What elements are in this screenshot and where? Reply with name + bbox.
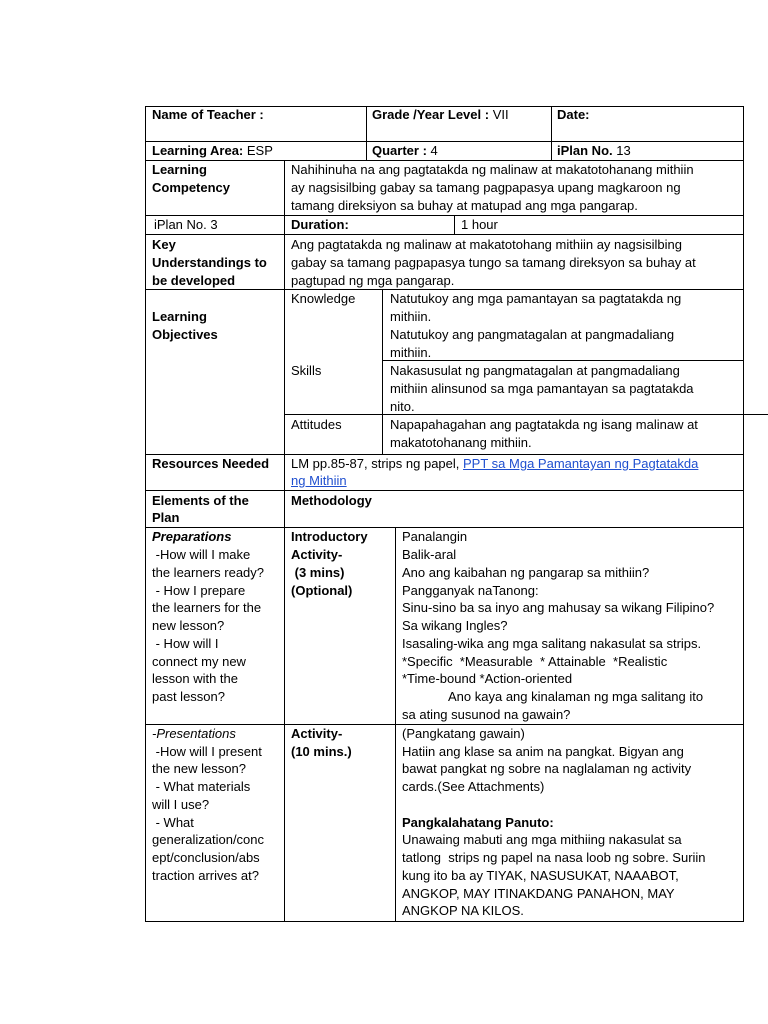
knowledge-text: Natutukoy ang pangmatagalan at pangmadaliang: [390, 327, 675, 342]
rule: [145, 234, 744, 235]
key-understandings-label: Key: [152, 237, 176, 252]
rule: [145, 106, 146, 922]
elements-label: Plan: [152, 510, 180, 525]
objectives-label: Learning: [152, 309, 207, 324]
competency-text: tamang direksiyon sa buhay at matupad ang mga pangarap.: [291, 198, 638, 213]
iplan-row-label: iPlan No. 3: [154, 217, 218, 232]
presentations-question: -How will I present: [152, 744, 262, 759]
rule: [395, 527, 396, 922]
intro-activity-text: Balik-aral: [402, 547, 457, 562]
presentations-heading: -Presentations: [152, 726, 236, 741]
activity-text: Hatiin ang klase sa anim na pangkat. Bigyan ang: [402, 744, 684, 759]
intro-activity-label: Introductory: [291, 529, 368, 544]
ppt-link-continued[interactable]: ng Mithiin: [291, 473, 347, 488]
resources-label: Resources Needed: [152, 456, 270, 471]
rule: [743, 106, 744, 922]
intro-activity-text: Panalangin: [402, 529, 468, 544]
quarter-label: Quarter :: [372, 143, 427, 158]
methodology-label: Methodology: [291, 493, 372, 508]
learning-area-value: ESP: [246, 143, 273, 158]
attitudes-text: Napapahagahan ang pagtatakda ng isang malinaw at: [390, 417, 698, 432]
activity-text: bawat pangkat ng sobre na naglalaman ng activity: [402, 761, 692, 776]
preparations-question: lesson with the: [152, 671, 238, 686]
key-understandings-text: Ang pagtatakda ng malinaw at makatotohang mithiin ay nagsisilbing: [291, 237, 682, 252]
duration-value: 1 hour: [461, 217, 498, 232]
attitudes-text: makatotohanang mithiin.: [390, 435, 532, 450]
intro-activity-text: *Specific *Measurable * Attainable *Realistic: [402, 654, 668, 669]
preparations-question: connect my new: [152, 654, 246, 669]
key-understandings-label: Understandings to: [152, 255, 267, 270]
intro-activity-text: Ano kaya ang kinalaman ng mga salitang ito: [448, 689, 704, 704]
preparations-question: -How will I make: [152, 547, 251, 562]
key-understandings-text: gabay sa tamang pagpapasya tungo sa tamang direksyon sa buhay at: [291, 255, 696, 270]
presentations-question: - What: [152, 815, 194, 830]
grade-field: [372, 106, 509, 124]
intro-activity-label: Activity-: [291, 547, 343, 562]
activity-text: tatlong strips ng papel na nasa loob ng sobre. Suriin: [402, 850, 706, 865]
attitudes-label: Attitudes: [291, 417, 342, 432]
name-of-teacher-label: Name of Teacher :: [152, 107, 264, 122]
intro-activity-duration: (3 mins): [291, 565, 345, 580]
preparations-question: - How I prepare: [152, 583, 246, 598]
presentations-question: the new lesson?: [152, 761, 246, 776]
key-understandings-label: be developed: [152, 273, 236, 288]
preparations-question: past lesson?: [152, 689, 225, 704]
resources-text: LM pp.85-87, strips ng papel,: [291, 456, 460, 471]
rule: [284, 160, 285, 922]
date-label: Date:: [557, 107, 590, 122]
preparations-question: the learners ready?: [152, 565, 265, 580]
ppt-link[interactable]: PPT sa Mga Pamantayan ng Pagtatakda: [463, 456, 699, 471]
knowledge-text: Natutukoy ang mga pamantayan sa pagtatakda ng: [390, 291, 682, 306]
competency-text: Nahihinuha na ang pagtatakda ng malinaw at makatotohanang mithiin: [291, 162, 694, 177]
key-understandings-text: pagtupad ng mga pangarap.: [291, 273, 455, 288]
competency-text: ay nagsisilbing gabay sa tamang pagpapasya upang magkaroon ng: [291, 180, 681, 195]
iplan-field: [557, 142, 631, 160]
learning-area-label: Learning Area:: [152, 143, 244, 158]
preparations-heading: Preparations: [152, 529, 232, 544]
knowledge-label: Knowledge: [291, 291, 356, 306]
elements-label: Elements of the: [152, 493, 249, 508]
presentations-question: ept/conclusion/abs: [152, 850, 260, 865]
rule: [551, 106, 552, 160]
duration-label: Duration:: [291, 217, 349, 232]
preparations-question: the learners for the: [152, 600, 262, 615]
grade-label: Grade /Year Level :: [372, 107, 490, 122]
learning-area-field: [152, 142, 273, 160]
intro-activity-text: sa ating susunod na gawain?: [402, 707, 571, 722]
resources-line: [291, 455, 698, 473]
skills-label: Skills: [291, 363, 322, 378]
quarter-value: 4: [430, 143, 438, 158]
activity-text: ANGKOP, MAY ITINAKDANG PANAHON, MAY: [402, 886, 675, 901]
grade-value: VII: [492, 107, 509, 122]
presentations-question: generalization/conc: [152, 832, 265, 847]
activity-text: cards.(See Attachments): [402, 779, 545, 794]
preparations-question: - How will I: [152, 636, 219, 651]
quarter-field: [372, 142, 438, 160]
activity-text: (Pangkatang gawain): [402, 726, 525, 741]
rule: [145, 490, 744, 491]
competency-label: Competency: [152, 180, 231, 195]
iplan-value: 13: [616, 143, 631, 158]
rule: [366, 106, 367, 160]
intro-activity-optional: (Optional): [291, 583, 353, 598]
rule: [145, 215, 744, 216]
activity-text: kung ito ba ay TIYAK, NASUSUKAT, NAAABOT,: [402, 868, 679, 883]
intro-activity-text: Isasaling-wika ang mga salitang nakasulat sa strips.: [402, 636, 702, 651]
skills-text: nito.: [390, 399, 415, 414]
activity-text: ANGKOP NA KILOS.: [402, 903, 524, 918]
rule: [382, 360, 744, 361]
intro-activity-text: Sinu-sino ba sa inyo ang mahusay sa wikang Filipino?: [402, 600, 715, 615]
panuto-heading: Pangkalahatang Panuto:: [402, 815, 554, 830]
intro-activity-text: *Time-bound *Action-oriented: [402, 671, 573, 686]
skills-text: Nakasusulat ng pangmatagalan at pangmadaliang: [390, 363, 680, 378]
skills-text: mithiin alinsunod sa mga pamantayan sa pagtatakda: [390, 381, 694, 396]
activity-text: Unawaing mabuti ang mga mithiing nakasulat sa: [402, 832, 682, 847]
rule: [454, 215, 455, 234]
intro-activity-text: Pangganyak naTanong:: [402, 583, 539, 598]
knowledge-text: mithiin.: [390, 345, 432, 360]
competency-label: Learning: [152, 162, 207, 177]
presentations-question: - What materials: [152, 779, 251, 794]
rule: [284, 414, 768, 415]
intro-activity-text: Sa wikang Ingles?: [402, 618, 508, 633]
iplan-label: iPlan No.: [557, 143, 613, 158]
preparations-question: new lesson?: [152, 618, 225, 633]
knowledge-text: mithiin.: [390, 309, 432, 324]
presentations-question: will I use?: [152, 797, 210, 812]
objectives-label: Objectives: [152, 327, 218, 342]
rule: [145, 921, 744, 922]
rule: [382, 289, 383, 454]
activity-duration: (10 mins.): [291, 744, 352, 759]
intro-activity-text: Ano ang kaibahan ng pangarap sa mithiin?: [402, 565, 650, 580]
presentations-question: traction arrives at?: [152, 868, 259, 883]
activity-label: Activity-: [291, 726, 343, 741]
